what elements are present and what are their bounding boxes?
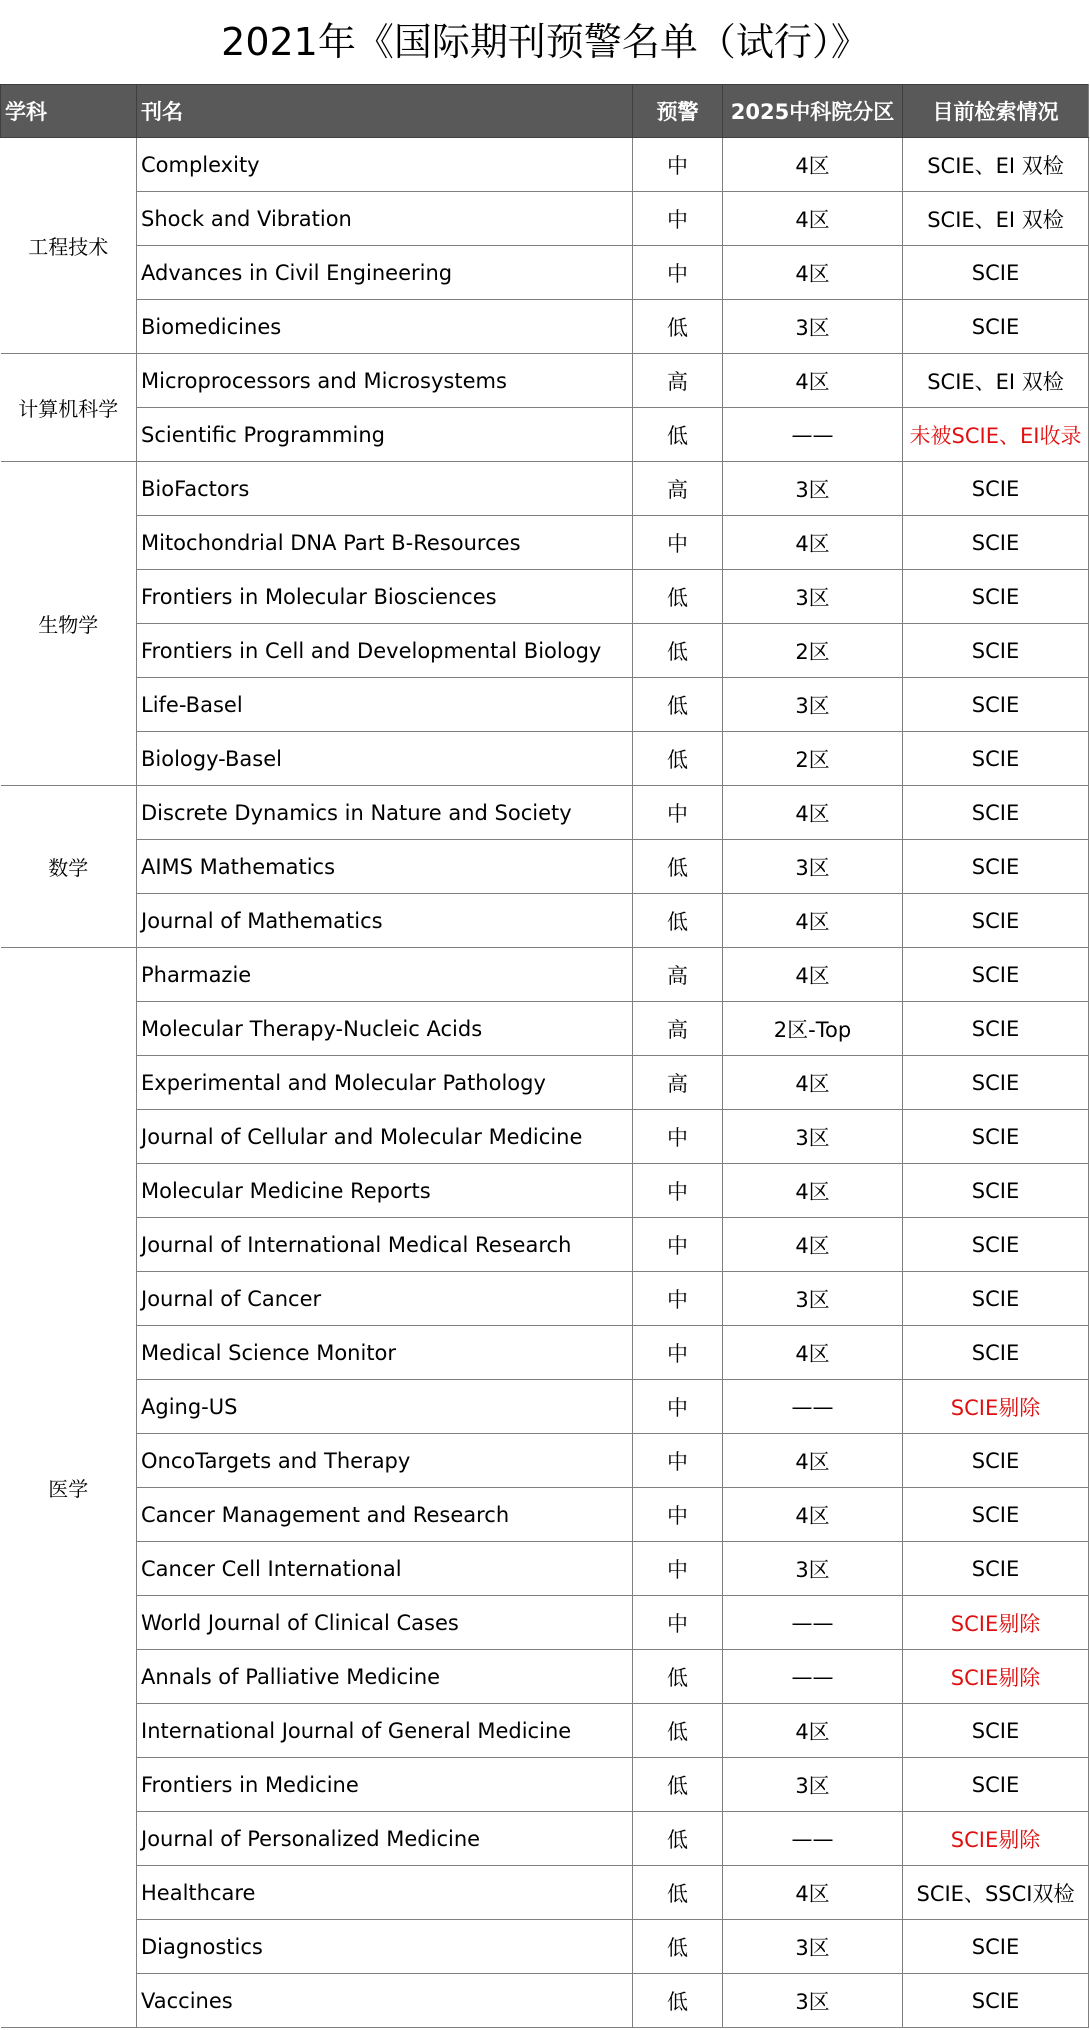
- index-status-cell: SCIE: [903, 1488, 1089, 1542]
- index-status-cell: SCIE剔除: [903, 1380, 1089, 1434]
- index-status-cell: SCIE: [903, 516, 1089, 570]
- cas-zone-cell: 4区: [723, 1704, 903, 1758]
- cas-zone-cell: 2区: [723, 732, 903, 786]
- index-status-cell: 未被SCIE、EI收录: [903, 408, 1089, 462]
- subject-cell: 工程技术: [1, 138, 137, 354]
- cas-zone-cell: 3区: [723, 570, 903, 624]
- page-title: 2021年《国际期刊预警名单（试行）》: [221, 20, 869, 64]
- table-row: [1, 732, 1089, 786]
- index-status-cell: SCIE: [903, 246, 1089, 300]
- journal-name-cell: Journal of Mathematics: [137, 894, 633, 948]
- journal-name-cell: Biology-Basel: [137, 732, 633, 786]
- table-row: [1, 1056, 1089, 1110]
- table-row: [1, 1434, 1089, 1488]
- table-row: [1, 1596, 1089, 1650]
- table-row: [1, 1002, 1089, 1056]
- journal-name-cell: Molecular Medicine Reports: [137, 1164, 633, 1218]
- warning-level-cell: 低: [633, 1974, 723, 2028]
- index-status-cell: SCIE: [903, 1110, 1089, 1164]
- warning-level-cell: 低: [633, 570, 723, 624]
- journal-name-cell: Cancer Management and Research: [137, 1488, 633, 1542]
- cas-zone-cell: 4区: [723, 948, 903, 1002]
- table-row: [1, 1704, 1089, 1758]
- warning-level-cell: 中: [633, 1272, 723, 1326]
- table-row: [1, 1110, 1089, 1164]
- journal-name-cell: Cancer Cell International: [137, 1542, 633, 1596]
- table-row: [1, 246, 1089, 300]
- table-row: [1, 1542, 1089, 1596]
- header-subject: 学科: [1, 85, 137, 138]
- journal-name-cell: BioFactors: [137, 462, 633, 516]
- index-status-cell: SCIE剔除: [903, 1650, 1089, 1704]
- journal-name-cell: Molecular Therapy-Nucleic Acids: [137, 1002, 633, 1056]
- index-status-cell: SCIE: [903, 1272, 1089, 1326]
- index-status-cell: SCIE: [903, 1218, 1089, 1272]
- warning-level-cell: 低: [633, 624, 723, 678]
- index-status-cell: SCIE: [903, 894, 1089, 948]
- warning-level-cell: 低: [633, 840, 723, 894]
- warning-level-cell: 中: [633, 1596, 723, 1650]
- index-status-cell: SCIE剔除: [903, 1812, 1089, 1866]
- table-row: [1, 786, 1089, 840]
- warning-level-cell: 低: [633, 1812, 723, 1866]
- subject-cell: 医学: [1, 948, 137, 2028]
- journal-name-cell: Pharmazie: [137, 948, 633, 1002]
- cas-zone-cell: 4区: [723, 1164, 903, 1218]
- index-status-cell: SCIE: [903, 1002, 1089, 1056]
- warning-level-cell: 低: [633, 678, 723, 732]
- journal-name-cell: Journal of Personalized Medicine: [137, 1812, 633, 1866]
- journal-name-cell: Frontiers in Medicine: [137, 1758, 633, 1812]
- cas-zone-cell: 3区: [723, 1920, 903, 1974]
- warning-level-cell: 低: [633, 408, 723, 462]
- index-status-cell: SCIE: [903, 840, 1089, 894]
- cas-zone-cell: 4区: [723, 894, 903, 948]
- warning-level-cell: 中: [633, 1164, 723, 1218]
- index-status-cell: SCIE: [903, 1056, 1089, 1110]
- warning-level-cell: 中: [633, 1488, 723, 1542]
- table-row: [1, 1326, 1089, 1380]
- cas-zone-cell: ——: [723, 1380, 903, 1434]
- index-status-cell: SCIE、EI 双检: [903, 354, 1089, 408]
- warning-level-cell: 中: [633, 1110, 723, 1164]
- warning-level-cell: 低: [633, 1866, 723, 1920]
- cas-zone-cell: 4区: [723, 1434, 903, 1488]
- journal-name-cell: Mitochondrial DNA Part B-Resources: [137, 516, 633, 570]
- table-row: [1, 678, 1089, 732]
- cas-zone-cell: 3区: [723, 1758, 903, 1812]
- journal-name-cell: OncoTargets and Therapy: [137, 1434, 633, 1488]
- table-row: [1, 1920, 1089, 1974]
- cas-zone-cell: ——: [723, 1812, 903, 1866]
- table-row: [1, 462, 1089, 516]
- table-row: [1, 1866, 1089, 1920]
- subject-cell: 数学: [1, 786, 137, 948]
- table-row: [1, 1380, 1089, 1434]
- subject-cell: 生物学: [1, 462, 137, 786]
- journal-name-cell: International Journal of General Medicine: [137, 1704, 633, 1758]
- cas-zone-cell: 3区: [723, 300, 903, 354]
- subject-cell: 计算机科学: [1, 354, 137, 462]
- warning-level-cell: 低: [633, 1758, 723, 1812]
- cas-zone-cell: 2区: [723, 624, 903, 678]
- journal-name-cell: Vaccines: [137, 1974, 633, 2028]
- table-row: [1, 1488, 1089, 1542]
- index-status-cell: SCIE、EI 双检: [903, 138, 1089, 192]
- cas-zone-cell: 3区: [723, 1110, 903, 1164]
- warning-level-cell: 高: [633, 948, 723, 1002]
- index-status-cell: SCIE、SSCI双检: [903, 1866, 1089, 1920]
- table-row: [1, 624, 1089, 678]
- index-status-cell: SCIE: [903, 732, 1089, 786]
- journal-name-cell: Scientific Programming: [137, 408, 633, 462]
- index-status-cell: SCIE剔除: [903, 1596, 1089, 1650]
- cas-zone-cell: 2区-Top: [723, 1002, 903, 1056]
- cas-zone-cell: 3区: [723, 1974, 903, 2028]
- warning-level-cell: 中: [633, 1542, 723, 1596]
- journal-name-cell: Biomedicines: [137, 300, 633, 354]
- index-status-cell: SCIE: [903, 1164, 1089, 1218]
- journal-name-cell: Discrete Dynamics in Nature and Society: [137, 786, 633, 840]
- table-row: [1, 192, 1089, 246]
- warning-level-cell: 高: [633, 1056, 723, 1110]
- journal-name-cell: World Journal of Clinical Cases: [137, 1596, 633, 1650]
- journal-name-cell: Complexity: [137, 138, 633, 192]
- journal-name-cell: Annals of Palliative Medicine: [137, 1650, 633, 1704]
- journal-name-cell: Shock and Vibration: [137, 192, 633, 246]
- table-row: [1, 1974, 1089, 2028]
- header-journal-name: 刊名: [137, 85, 633, 138]
- warning-level-cell: 低: [633, 1650, 723, 1704]
- journal-name-cell: Microprocessors and Microsystems: [137, 354, 633, 408]
- cas-zone-cell: ——: [723, 408, 903, 462]
- table-row: [1, 138, 1089, 192]
- cas-zone-cell: 4区: [723, 516, 903, 570]
- cas-zone-cell: 4区: [723, 1326, 903, 1380]
- cas-zone-cell: 4区: [723, 246, 903, 300]
- index-status-cell: SCIE: [903, 1758, 1089, 1812]
- journal-name-cell: AIMS Mathematics: [137, 840, 633, 894]
- table-row: [1, 570, 1089, 624]
- warning-level-cell: 中: [633, 192, 723, 246]
- warning-level-cell: 中: [633, 1380, 723, 1434]
- index-status-cell: SCIE: [903, 624, 1089, 678]
- cas-zone-cell: 4区: [723, 1218, 903, 1272]
- table-row: [1, 408, 1089, 462]
- table-row: [1, 948, 1089, 1002]
- cas-zone-cell: 4区: [723, 138, 903, 192]
- warning-level-cell: 中: [633, 1218, 723, 1272]
- cas-zone-cell: 4区: [723, 354, 903, 408]
- cas-zone-cell: 3区: [723, 678, 903, 732]
- index-status-cell: SCIE: [903, 948, 1089, 1002]
- index-status-cell: SCIE: [903, 1704, 1089, 1758]
- warning-level-cell: 中: [633, 786, 723, 840]
- table-row: [1, 1758, 1089, 1812]
- warning-level-cell: 中: [633, 138, 723, 192]
- table-header-row: [1, 85, 1089, 138]
- table-body: [1, 138, 1089, 2028]
- table-row: [1, 894, 1089, 948]
- index-status-cell: SCIE: [903, 1974, 1089, 2028]
- table-row: [1, 300, 1089, 354]
- journal-name-cell: Aging-US: [137, 1380, 633, 1434]
- journal-name-cell: Diagnostics: [137, 1920, 633, 1974]
- journal-name-cell: Journal of Cellular and Molecular Medicine: [137, 1110, 633, 1164]
- warning-level-cell: 中: [633, 1326, 723, 1380]
- journal-name-cell: Frontiers in Molecular Biosciences: [137, 570, 633, 624]
- warning-level-cell: 中: [633, 1434, 723, 1488]
- warning-level-cell: 低: [633, 1920, 723, 1974]
- index-status-cell: SCIE: [903, 462, 1089, 516]
- journal-name-cell: Journal of Cancer: [137, 1272, 633, 1326]
- table-row: [1, 1812, 1089, 1866]
- journal-name-cell: Medical Science Monitor: [137, 1326, 633, 1380]
- table-row: [1, 354, 1089, 408]
- journal-name-cell: Frontiers in Cell and Developmental Biology: [137, 624, 633, 678]
- header-cas-zone: 2025中科院分区: [723, 85, 903, 138]
- journal-name-cell: Life-Basel: [137, 678, 633, 732]
- cas-zone-cell: 3区: [723, 1542, 903, 1596]
- journal-name-cell: Healthcare: [137, 1866, 633, 1920]
- table-row: [1, 1650, 1089, 1704]
- warning-level-cell: 中: [633, 246, 723, 300]
- journal-name-cell: Experimental and Molecular Pathology: [137, 1056, 633, 1110]
- cas-zone-cell: ——: [723, 1650, 903, 1704]
- cas-zone-cell: 4区: [723, 1056, 903, 1110]
- cas-zone-cell: 3区: [723, 462, 903, 516]
- journal-name-cell: Advances in Civil Engineering: [137, 246, 633, 300]
- warning-level-cell: 中: [633, 516, 723, 570]
- warning-level-cell: 低: [633, 894, 723, 948]
- table-row: [1, 1164, 1089, 1218]
- table-row: [1, 840, 1089, 894]
- index-status-cell: SCIE: [903, 1920, 1089, 1974]
- header-warning-level: 预警: [633, 85, 723, 138]
- warning-level-cell: 高: [633, 462, 723, 516]
- index-status-cell: SCIE: [903, 570, 1089, 624]
- warning-level-cell: 高: [633, 1002, 723, 1056]
- table-row: [1, 1272, 1089, 1326]
- table-row: [1, 516, 1089, 570]
- warning-level-cell: 低: [633, 732, 723, 786]
- index-status-cell: SCIE、EI 双检: [903, 192, 1089, 246]
- cas-zone-cell: 3区: [723, 840, 903, 894]
- warning-level-cell: 低: [633, 1704, 723, 1758]
- cas-zone-cell: 4区: [723, 1488, 903, 1542]
- journal-warning-table: [0, 84, 1089, 2028]
- index-status-cell: SCIE: [903, 1434, 1089, 1488]
- index-status-cell: SCIE: [903, 300, 1089, 354]
- index-status-cell: SCIE: [903, 678, 1089, 732]
- cas-zone-cell: 4区: [723, 192, 903, 246]
- header-index-status: 目前检索情况: [903, 85, 1089, 138]
- cas-zone-cell: 4区: [723, 1866, 903, 1920]
- table-row: [1, 1218, 1089, 1272]
- journal-name-cell: Journal of International Medical Research: [137, 1218, 633, 1272]
- index-status-cell: SCIE: [903, 1326, 1089, 1380]
- index-status-cell: SCIE: [903, 1542, 1089, 1596]
- cas-zone-cell: ——: [723, 1596, 903, 1650]
- index-status-cell: SCIE: [903, 786, 1089, 840]
- cas-zone-cell: 4区: [723, 786, 903, 840]
- warning-level-cell: 低: [633, 300, 723, 354]
- cas-zone-cell: 3区: [723, 1272, 903, 1326]
- warning-level-cell: 高: [633, 354, 723, 408]
